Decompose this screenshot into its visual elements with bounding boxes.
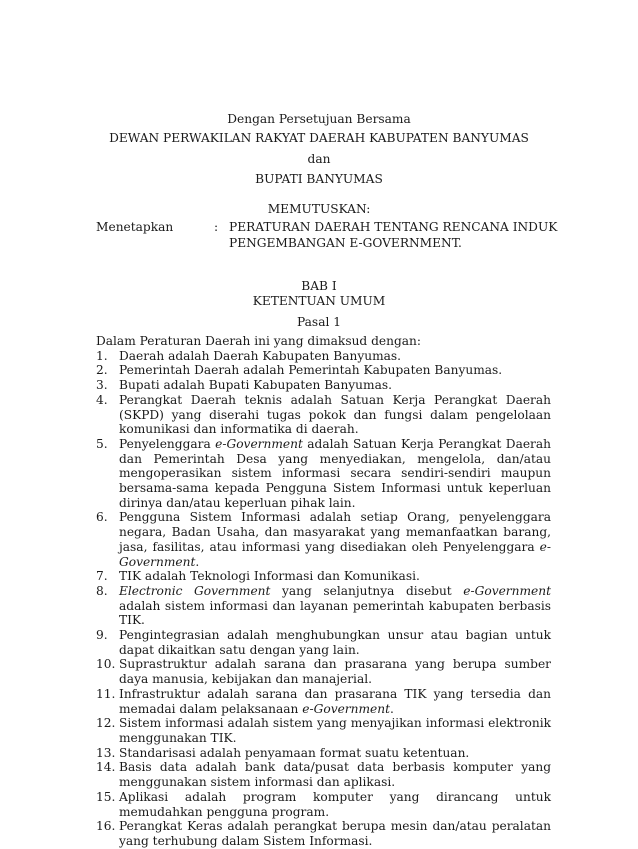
item-number: 14. [96, 760, 116, 775]
list-item [96, 716, 551, 745]
item-number: 4. [96, 392, 108, 407]
item-number: 2. [96, 363, 108, 378]
regulation-title-line1: PERATURAN DAERAH TENTANG RENCANA INDUK [229, 220, 558, 234]
chapter-number: BAB I [301, 279, 337, 293]
list-item [96, 437, 551, 511]
menetapkan-colon: : [214, 220, 219, 234]
list-intro: Dalam Peraturan Daerah ini yang dimaksud dengan: [96, 334, 421, 348]
item-text: Pengintegrasian adalah menghubungkan unsur atau bagian untuk dapat dikaitkan satu dengan yang lain. [119, 628, 551, 657]
list-item [96, 657, 551, 686]
dprd-line: DEWAN PERWAKILAN RAKYAT DAERAH KABUPATEN BANYUMAS [109, 131, 529, 145]
item-number: 15. [96, 789, 116, 804]
item-text: Pengguna Sistem Informasi adalah setiap Orang, penyelenggara negara, Badan Usaha, dan masyarakat yang memanfaatkan barang, jasa, fasilitas, atau informasi yang disediakan oleh Penyelenggara e-Government. [119, 510, 551, 569]
definitions-list [96, 334, 551, 849]
decision-heading: MEMUTUSKAN: [267, 202, 371, 216]
item-number: 12. [96, 716, 116, 731]
article-number: Pasal 1 [297, 315, 341, 329]
item-number: 9. [96, 628, 108, 643]
list-item [96, 584, 551, 628]
regulation-title-line2: PENGEMBANGAN E-GOVERNMENT. [229, 236, 462, 250]
menetapkan-label: Menetapkan [96, 220, 174, 234]
item-text: Suprastruktur adalah sarana dan prasarana yang berupa sumber daya manusia, kebijakan dan manajerial. [119, 657, 551, 687]
item-number: 8. [96, 583, 108, 598]
list-item [96, 363, 551, 378]
bupati-line: BUPATI BANYUMAS [255, 172, 383, 186]
list-item [96, 569, 551, 584]
item-number: 3. [96, 378, 108, 393]
and-line: dan [307, 152, 331, 166]
item-text: TIK adalah Teknologi Informasi dan Komunikasi. [119, 569, 420, 584]
item-number: 10. [96, 657, 116, 672]
item-number: 6. [96, 510, 108, 525]
item-text: Bupati adalah Bupati Kabupaten Banyumas. [119, 378, 392, 393]
item-text: Perangkat Daerah teknis adalah Satuan Kerja Perangkat Daerah (SKPD) yang diserahi tugas pokok dan fungsi dalam pengelolaan komunikasi dan informatika di daerah. [119, 392, 551, 437]
item-number: 11. [96, 686, 116, 701]
item-text: Basis data adalah bank data/pusat data berbasis komputer yang menggunakan sistem informasi dan aplikasi. [119, 760, 551, 790]
list-item [96, 819, 551, 848]
item-text: Electronic Government yang selanjutnya disebut e-Government adalah sistem informasi dan layanan pemerintah kabupaten berbasis TIK. [119, 583, 551, 628]
item-text: Sistem informasi adalah sistem yang menyajikan informasi elektronik menggunakan TIK. [119, 716, 551, 745]
approval-line: Dengan Persetujuan Bersama [227, 112, 411, 126]
item-text: Pemerintah Daerah adalah Pemerintah Kabupaten Banyumas. [119, 363, 503, 378]
chapter-title: KETENTUAN UMUM [252, 294, 386, 308]
item-text: Penyelenggara e-Government adalah Satuan Kerja Perangkat Daerah dan Pemerintah Desa yang menyediakan, mengelola, dan/atau mengoperasikan sistem informasi secara sendiri-sendiri maupun bersama-sama kepada Pengguna Sistem Informasi untuk keperluan dirinya dan/atau keperluan pihak lain. [119, 436, 551, 510]
item-text: Aplikasi adalah program komputer yang dirancang untuk memudahkan pengguna program. [119, 789, 551, 819]
item-text: Standarisasi adalah penyamaan format suatu ketentuan. [119, 745, 470, 760]
list-item [96, 349, 551, 364]
list-item [96, 760, 551, 789]
item-number: 5. [96, 436, 108, 451]
list-item [96, 790, 551, 819]
item-text: Daerah adalah Daerah Kabupaten Banyumas. [119, 348, 402, 363]
list-item [96, 628, 551, 657]
item-text: Perangkat Keras adalah perangkat berupa mesin dan/atau peralatan yang terhubung dalam Sistem Informasi. [119, 819, 551, 848]
item-text: Infrastruktur adalah sarana dan prasarana TIK yang tersedia dan memadai dalam pelaksanaan e-Government. [119, 686, 551, 716]
list-item [96, 393, 551, 437]
list-item [96, 510, 551, 569]
item-number: 7. [96, 569, 108, 584]
list-item [96, 687, 551, 716]
item-number: 1. [96, 348, 108, 363]
list-item [96, 378, 551, 393]
list-item [96, 746, 551, 761]
item-number: 16. [96, 819, 116, 834]
item-number: 13. [96, 745, 116, 760]
